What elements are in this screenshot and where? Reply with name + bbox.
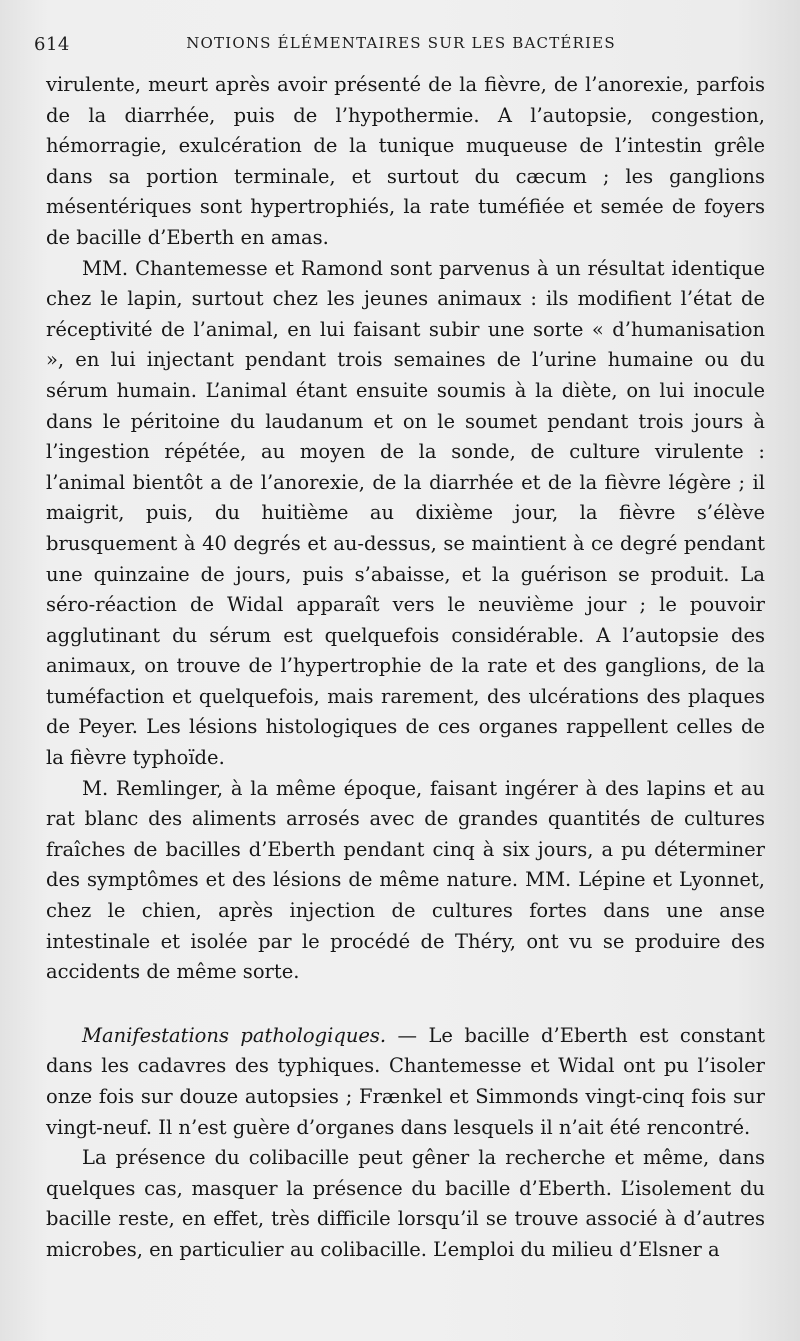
page-number: 614	[34, 34, 70, 55]
paragraph-colibacille: La présence du colibacille peut gêner la recherche et même, dans quelques cas, masquer la présence du bacille d’Eberth. L’isolement du bacille reste, en effet, très difficile lorsqu’il se trouve associé à d’autres microbes, en particulier au colibacille. L’emploi du milieu d’Elsner a	[46, 1146, 765, 1261]
running-head: NOTIONS ÉLÉMENTAIRES SUR LES BACTÉRIES	[186, 34, 616, 52]
paragraph-manifestations-text: — Le bacille d’Eberth est constant dans les cadavres des typhiques. Chantemesse et Widal ont pu l’isoler onze fois sur douze autopsies ; Frænkel et Simmonds vingt-cinq fois sur vingt-neuf. Il n’est guère d’organes dans lesquels il n’ait été rencontré.	[46, 1023, 765, 1139]
body-text	[46, 70, 765, 1266]
paragraph-manifestations	[46, 1021, 765, 1143]
paragraph-remlinger: M. Remlinger, à la même époque, faisant ingérer à des lapins et au rat blanc des aliments arrosés avec de grandes quantités de cultures fraîches de bacilles d’Eberth pendant cinq à six jours, a pu déterminer des symptômes et des lésions de même nature. MM. Lépine et Lyonnet, chez le chien, après injection de cultures fortes dans une anse intestinale et isolée par le procédé de Théry, ont vu se produire des accidents de même sorte.	[46, 776, 765, 984]
paragraph-continued: virulente, meurt après avoir présenté de la fièvre, de l’anorexie, parfois de la diarrhée, puis de l’hypothermie. A l’autopsie, congestion, hémorragie, exulcération de la tunique muqueuse de l’intestin grêle dans sa portion terminale, et surtout du cæcum ; les ganglions mésentériques sont hypertrophiés, la rate tuméfiée et semée de foyers de bacille d’Eberth en amas.	[46, 73, 765, 249]
paragraph-chantemesse-ramond: MM. Chantemesse et Ramond sont parvenus à un résultat identique chez le lapin, surtout chez les jeunes animaux : ils modifient l’état de réceptivité de l’animal, en lui faisant subir une sorte « d’humanisation », en lui injectant pendant trois semaines de l’urine humaine ou du sérum humain. L’animal étant ensuite soumis à la diète, on lui inocule dans le péritoine du laudanum et on le soumet pendant trois jours à l’ingestion répétée, au moyen de la sonde, de culture virulente : l’animal bientôt a de l’anorexie, de la diarrhée et de la fièvre légère ; il maigrit, puis, du huitième au dixième jour, la fièvre s’élève brusquement à 40 degrés et au-dessus, se maintient à ce degré pendant une quinzaine de jours, puis s’abaisse, et la guérison se produit. La séro-réaction de Widal apparaît vers le neuvième jour ; le pouvoir agglutinant du sérum est quelquefois considérable. A l’autopsie des animaux, on trouve de l’hypertrophie de la rate et des ganglions, de la tuméfaction et quelquefois, mais rarement, des ulcérations des plaques de Peyer. Les lésions histologiques de ces organes rappellent celles de la fièvre typhoïde.	[46, 256, 765, 770]
section-subheading: Manifestations pathologiques.	[82, 1023, 387, 1047]
page-header	[34, 28, 768, 60]
